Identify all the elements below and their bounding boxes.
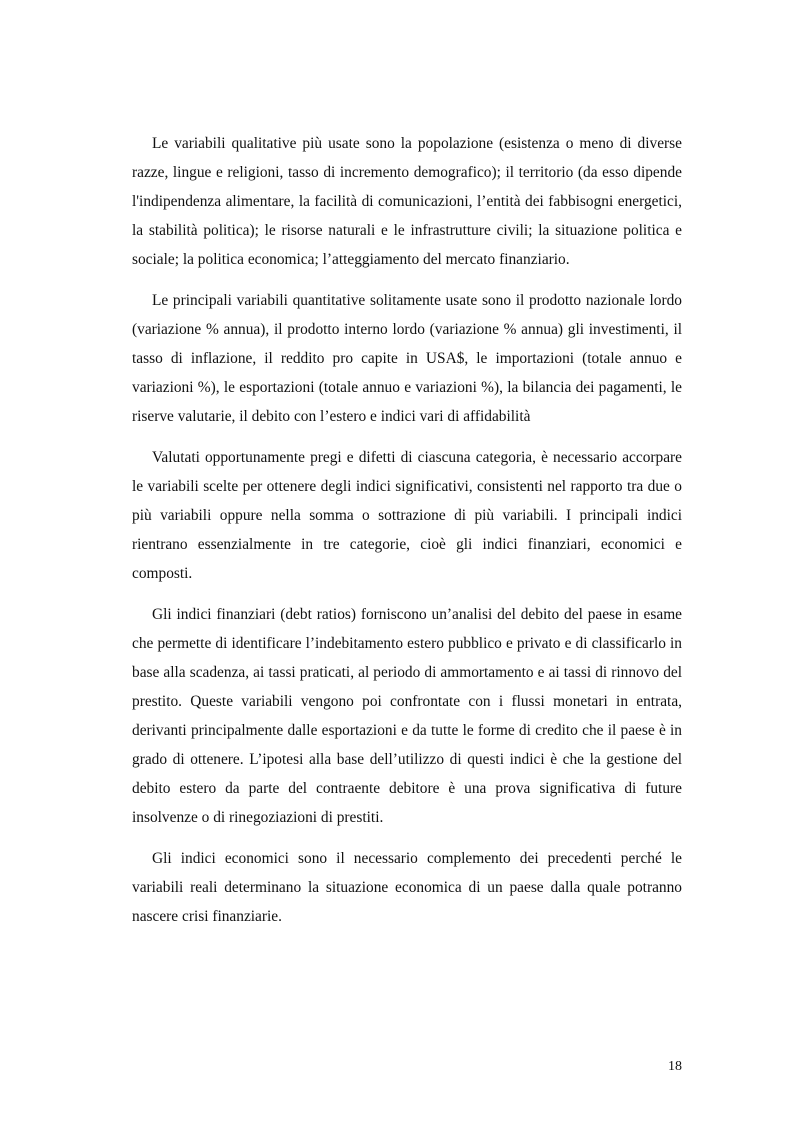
- paragraph-index-categories: Valutati opportunamente pregi e difetti di ciascuna categoria, è necessario accorpare le variabili scelte per ottenere degli indici significativi, consistenti nel rapporto tra due o più variabili oppure nella somma o sottrazione di più variabili. I principali indici rientrano essenzialmente in tre categorie, cioè gli indici finanziari, economici e composti.: [132, 449, 682, 582]
- page-number: 18: [668, 1059, 682, 1074]
- body-text: [132, 129, 682, 943]
- paragraph-quantitative-variables: Le principali variabili quantitative solitamente usate sono il prodotto nazionale lordo (variazione % annua), il prodotto interno lordo (variazione % annua) gli investimenti, il tasso di inflazione, il reddito pro capite in USA$, le importazioni (totale annuo e variazioni %), le esportazioni (totale annuo e variazioni %), la bilancia dei pagamenti, le riserve valutarie, il debito con l’estero e indici vari di affidabilità: [132, 292, 682, 425]
- paragraph-qualitative-variables: Le variabili qualitative più usate sono la popolazione (esistenza o meno di diverse razze, lingue e religioni, tasso di incremento demografico); il territorio (da esso dipende l'indipendenza alimentare, la facilità di comunicazioni, l’entità dei fabbisogni energetici, la stabilità politica); le risorse naturali e le infrastrutture civili; la situazione politica e sociale; la politica economica; l’atteggiamento del mercato finanziario.: [132, 135, 682, 268]
- paragraph-financial-indices: Gli indici finanziari (debt ratios) forniscono un’analisi del debito del paese in esame che permette di identificare l’indebitamento estero pubblico e privato e di classificarlo in base alla scadenza, ai tassi praticati, al periodo di ammortamento e ai tassi di rinnovo del prestito. Queste variabili vengono poi confrontate con i flussi monetari in entrata, derivanti principalmente dalle esportazioni e da tutte le forme di credito che il paese è in grado di ottenere. L’ipotesi alla base dell’utilizzo di questi indici è che la gestione del debito estero da parte del contraente debitore è una prova significativa di future insolvenze o di rinegoziazioni di prestiti.: [132, 606, 682, 826]
- paragraph-economic-indices: Gli indici economici sono il necessario complemento dei precedenti perché le variabili reali determinano la situazione economica di un paese dalla quale potranno nascere crisi finanziarie.: [132, 850, 682, 925]
